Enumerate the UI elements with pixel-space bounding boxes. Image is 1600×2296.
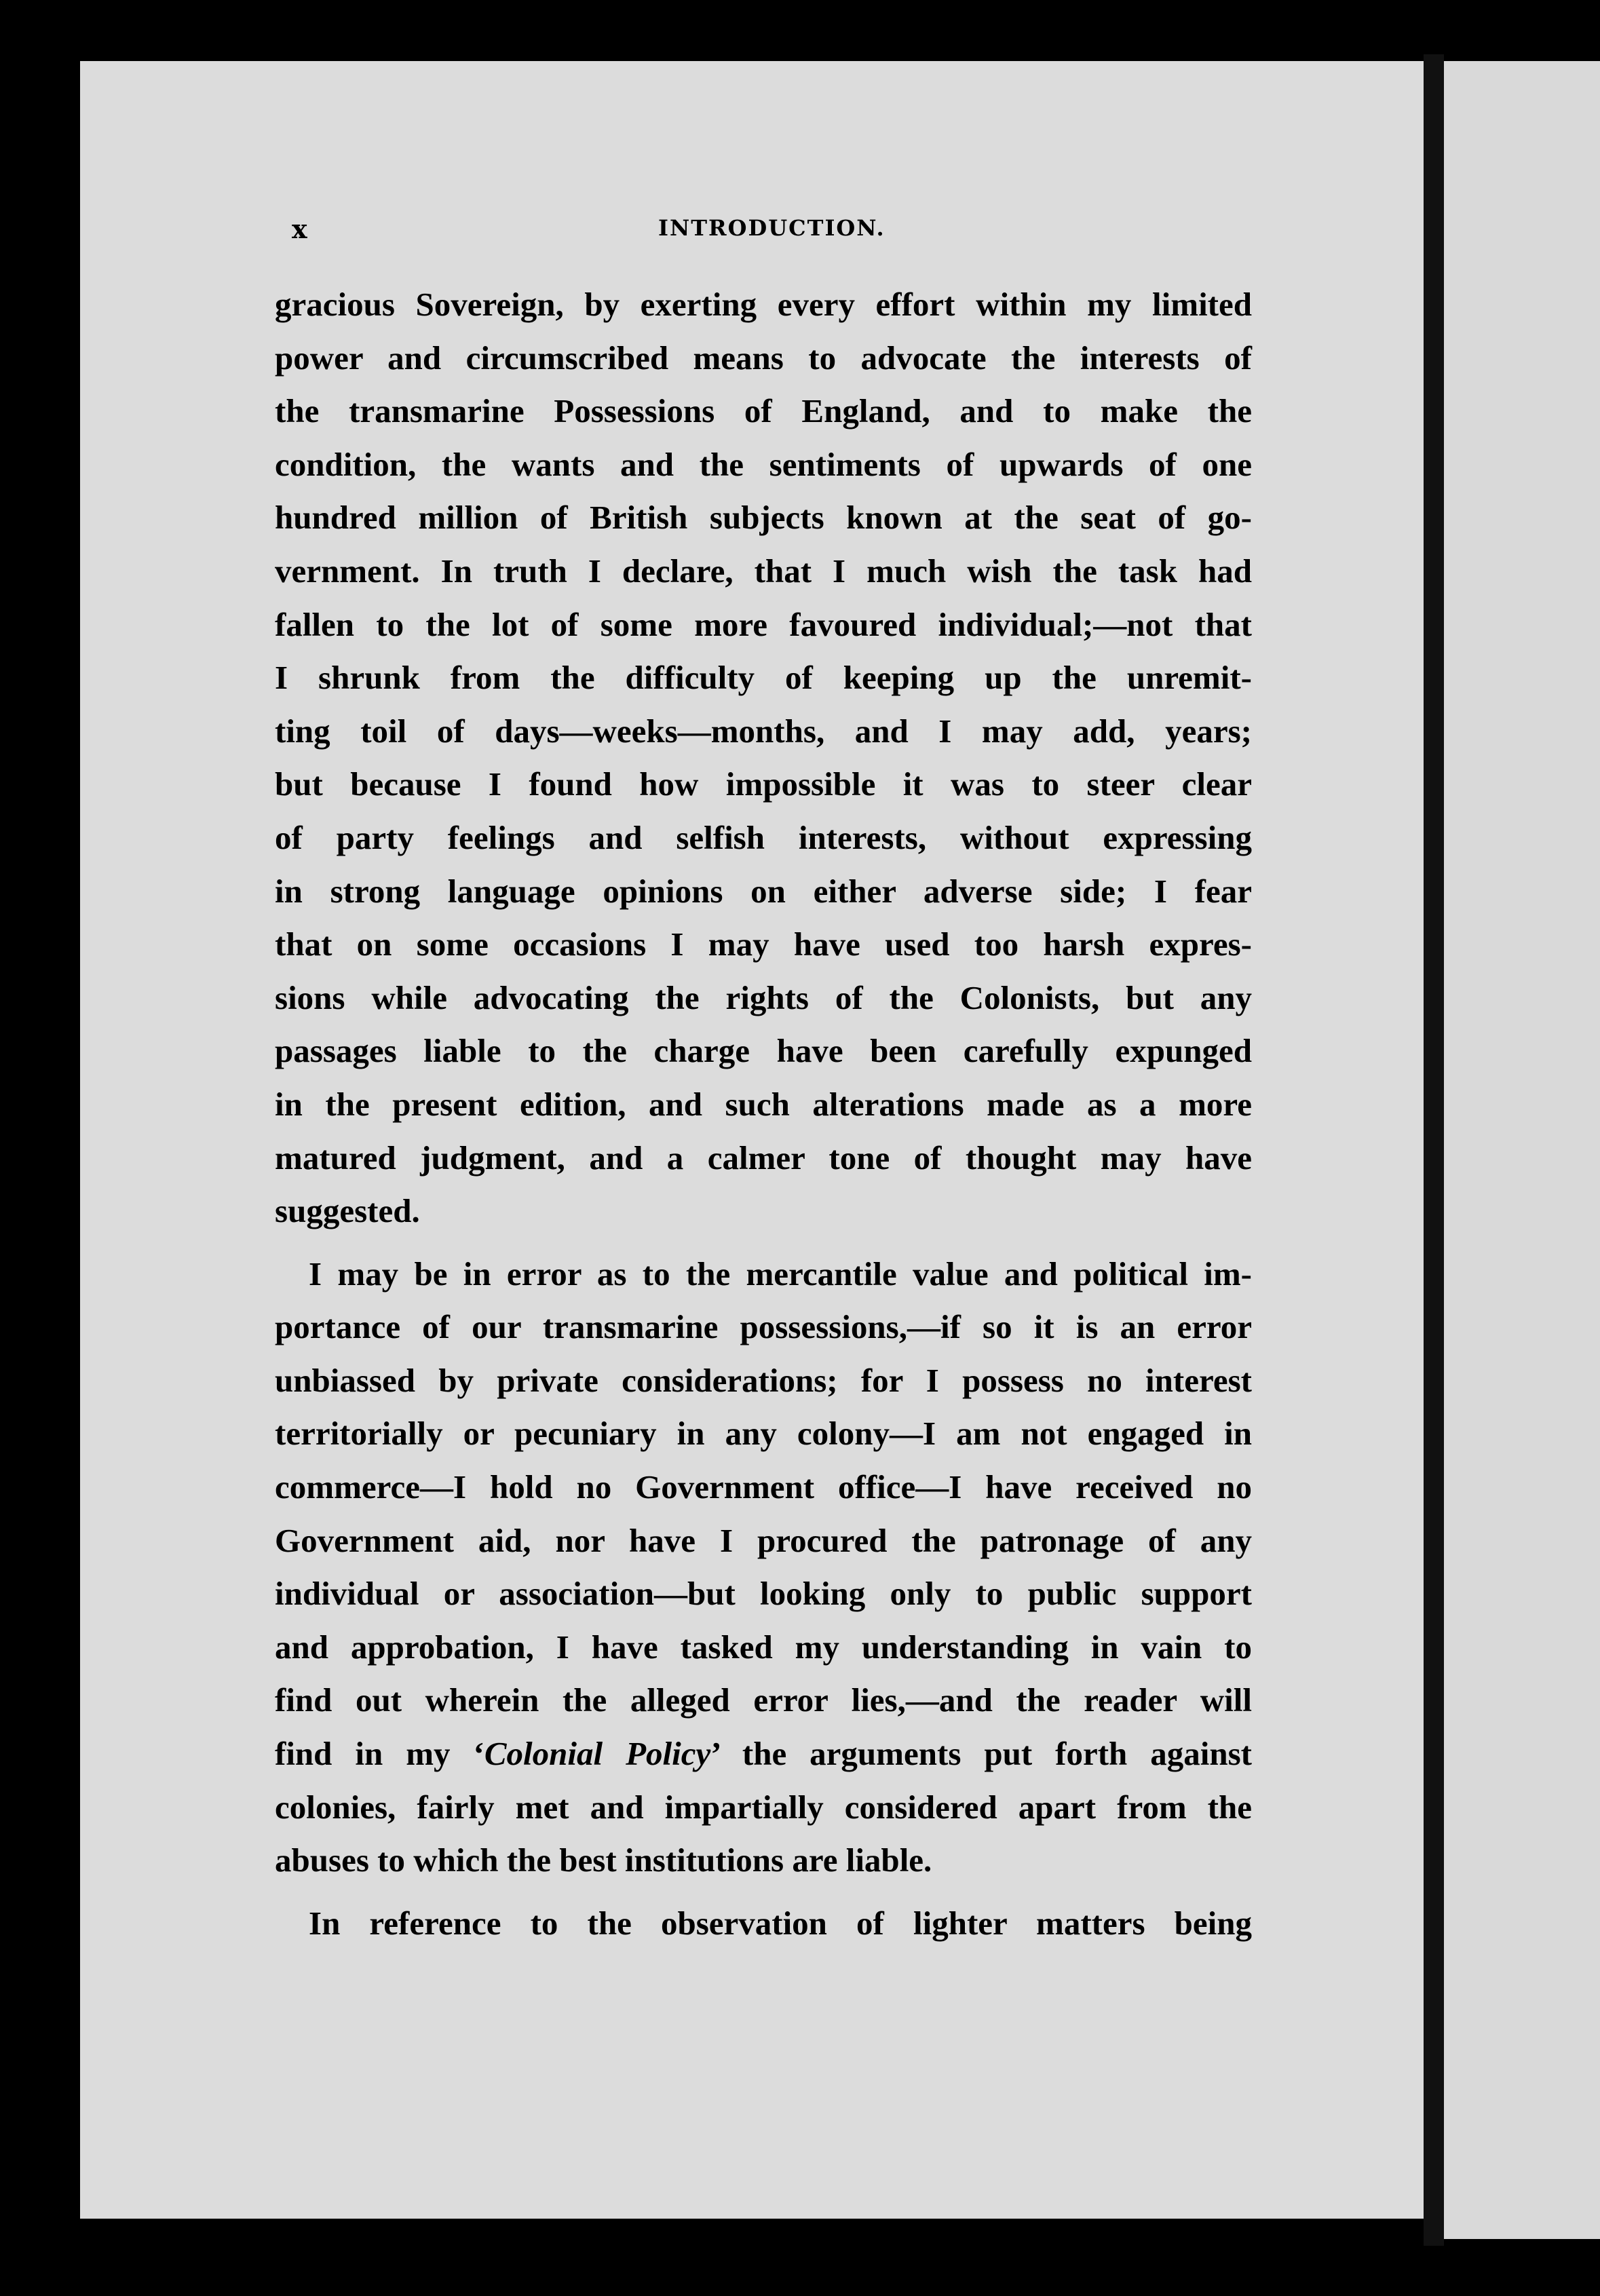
page-number: x — [292, 214, 307, 244]
text-line: colonies, fairly met and impartially considered apart from the — [275, 1788, 1252, 1826]
text-line: gracious Sovereign, by exerting every effort within my limited — [275, 286, 1252, 323]
text-line: of party feelings and selfish interests, without expressing — [275, 818, 1252, 856]
italic-line-before: find in my ‘ — [275, 1735, 484, 1773]
text-line: but because I found how impossible it was to steer clear — [275, 765, 1252, 803]
text-line: passages liable to the charge have been carefully expunged — [275, 1032, 1252, 1070]
paragraph-3 — [275, 1897, 1252, 1951]
text-line: territorially or pecuniary in any colony—I am not engaged in — [275, 1415, 1252, 1453]
paragraph-2 — [275, 1248, 1252, 1888]
text-line: abuses to which the best institutions are liable. — [275, 1841, 932, 1879]
text-line: I may be in error as to the mercantile value and political im- — [309, 1255, 1252, 1293]
text-line: portance of our transmarine possessions,—if so it is an error — [275, 1308, 1252, 1346]
text-line: hundred million of British subjects known at the seat of go- — [275, 499, 1252, 537]
facing-page-edge — [1444, 61, 1600, 2239]
book-gutter — [1424, 54, 1444, 2246]
text-line: condition, the wants and the sentiments of upwards of one — [275, 445, 1252, 483]
body-text — [275, 278, 1252, 1950]
text-line: vernment. In truth I declare, that I much wish the task had — [275, 552, 1252, 590]
text-line: unbiassed by private considerations; for I possess no interest — [275, 1361, 1252, 1399]
text-line: that on some occasions I may have used too harsh expres- — [275, 925, 1252, 963]
page-header — [292, 214, 1262, 254]
text-line: In reference to the observation of lighter matters being — [309, 1904, 1252, 1942]
paragraph-1 — [275, 278, 1252, 1238]
text-line: find out wherein the alleged error lies,—and the reader will — [275, 1681, 1252, 1719]
text-line: in the present edition, and such alterations made as a more — [275, 1085, 1252, 1123]
text-line: sions while advocating the rights of the Colonists, but any — [275, 978, 1252, 1016]
text-line: and approbation, I have tasked my understanding in vain to — [275, 1628, 1252, 1666]
text-line: suggested. — [275, 1192, 420, 1230]
text-line: power and circumscribed means to advocate the interests of — [275, 339, 1252, 377]
book-title-italic: Colonial Policy — [484, 1735, 711, 1773]
italic-line-after: ’ the arguments put forth against — [710, 1735, 1252, 1773]
text-line: ting toil of days—weeks—months, and I may add, years; — [275, 712, 1252, 750]
text-line-with-italic — [275, 1727, 1252, 1781]
text-line: commerce—I hold no Government office—I have received no — [275, 1468, 1252, 1506]
running-head: INTRODUCTION. — [658, 215, 885, 241]
text-line: in strong language opinions on either adverse side; I fear — [275, 872, 1252, 910]
text-line: Government aid, nor have I procured the patronage of any — [275, 1521, 1252, 1559]
text-line: fallen to the lot of some more favoured individual;—not that — [275, 605, 1252, 643]
text-line: the transmarine Possessions of England, and to make the — [275, 392, 1252, 430]
text-line: matured judgment, and a calmer tone of thought may have — [275, 1139, 1252, 1176]
text-line: I shrunk from the difficulty of keeping up the unremit- — [275, 659, 1252, 697]
text-line: individual or association—but looking only to public support — [275, 1575, 1252, 1613]
